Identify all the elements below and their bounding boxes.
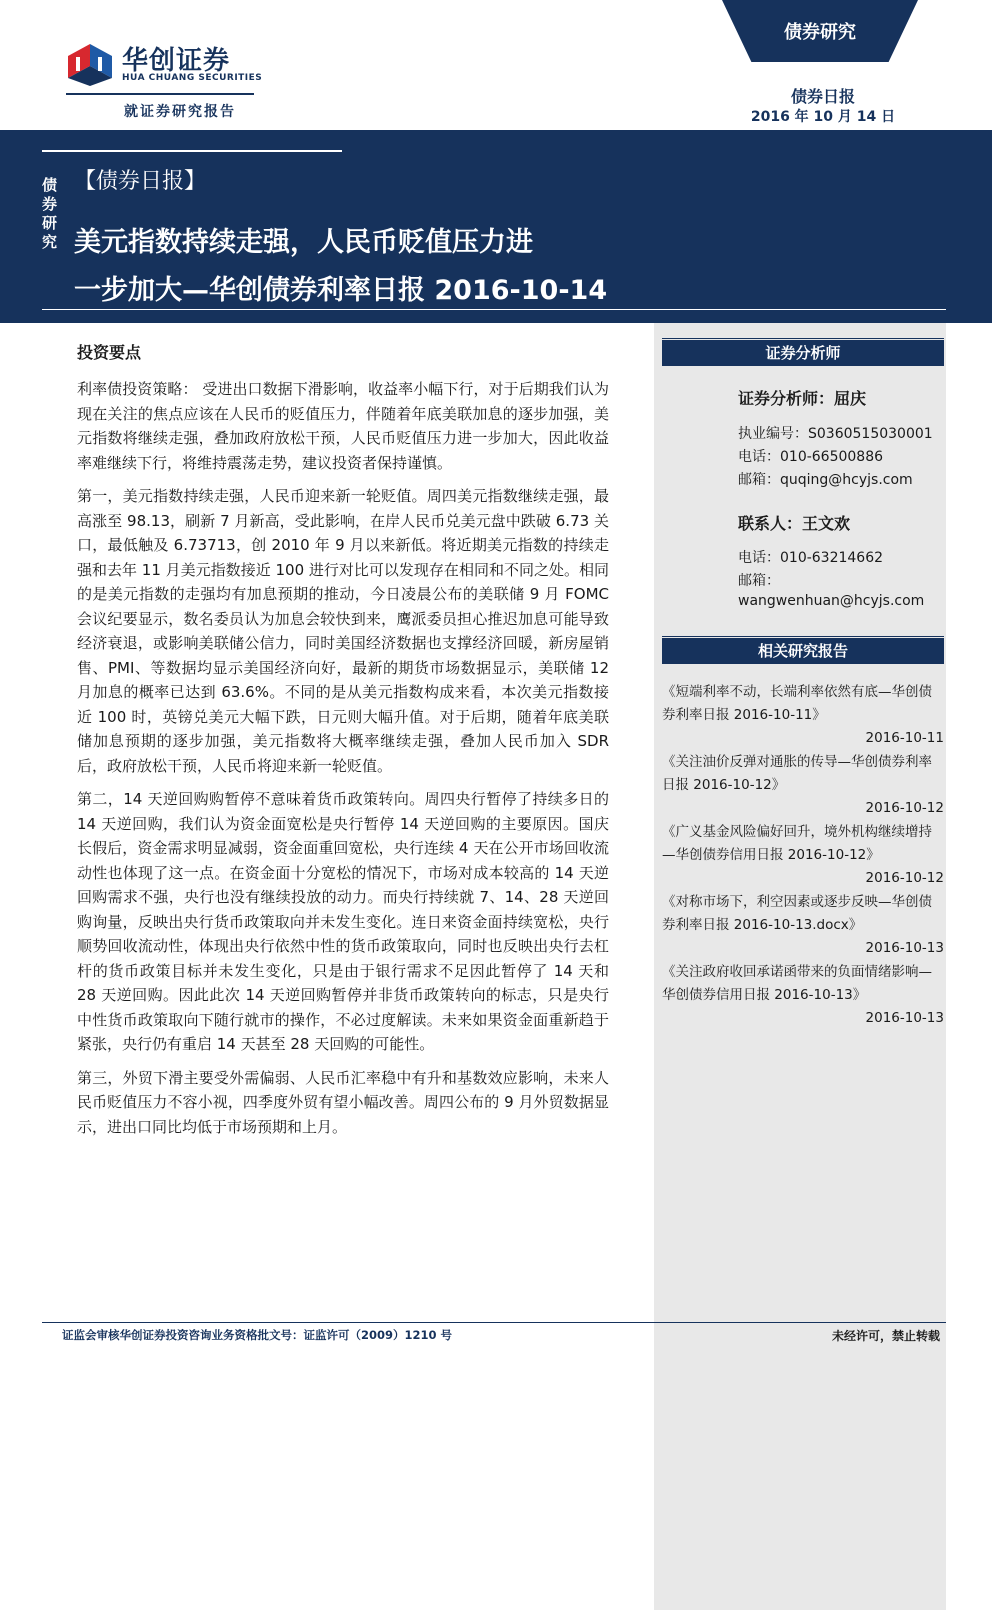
contact-name: 联系人：王文欢 [738,514,851,533]
related-report[interactable] [662,961,944,1030]
report-title-line-1: 美元指数持续走强，人民币贬值压力进 [74,227,533,258]
related-report[interactable] [662,821,944,890]
related-report-title: 《关注油价反弹对通胀的传导—华创债券利率日报 2016-10-12》 [662,754,932,793]
related-report-date: 2016-10-12 [865,870,944,886]
related-report[interactable] [662,681,944,750]
banner-top-rule [42,150,342,152]
related-report-date: 2016-10-12 [865,800,944,816]
related-report-date: 2016-10-13 [865,1010,944,1026]
corner-tab-label: 债券研究 [784,22,856,43]
paragraph-strategy: 利率债投资策略： 受进出口数据下滑影响，收益率小幅下行，对于后期我们认为现在关注的焦点应该在人民币的贬值压力，伴随着年底美联加息的逐步加强，美元指数将继续走强，叠加政府放松干预，人民币贬值压力进一步加大，因此收益率难继续下行，将维持震荡走势，建议投资者保持谨慎。 [77,380,609,472]
related-report-title: 《对称市场下，利空因素或逐步反映—华创债券利率日报 2016-10-13.docx》 [662,894,932,933]
related-report[interactable] [662,891,944,960]
analyst-header: 证券分析师 [662,340,944,366]
paragraph-third-point: 第三，外贸下滑主要受外需偏弱、人民币汇率稳中有升和基数效应影响，未来人民币贬值压力不容小视，四季度外贸有望小幅改善。周四公布的 9 月外贸数据显示，进出口同比均低于市场预期和上月。 [77,1068,609,1136]
paragraph-first-point: 第一，美元指数持续走强，人民币迎来新一轮贬值。周四美元指数继续走强，最高涨至 98.13，刷新 7 月新高，受此影响，在岸人民币兑美元盘中跌破 6.73 关口，最低触及 6.73713，创 2010 年 9 月以来新低。将近期美元指数的持续走强和去年 11 月美元指数接近 100 进行对比可以发现存在相同和不同之处。相同的是美元指数的走强均有加息预期的推动，今日凌晨公布的美联储 9 月 FOMC 会议纪要显示，数名委员认为加息会较快到来，鹰派委员担心推迟加息可能导致经济衰退，或影响美联储公信力，同时美国经济数据也支撑经济回暖，新房屋销售、PMI、等数据均显示美国经济向好，最新的期货市场数据显示，美联储 12 月加息的概率已达到 63.6%。不同的是从美元指数构成来看，本次美元指数接近 100 时，英镑兑美元大幅下跌，日元则大幅升值。对于后期，随着年底美联储加息预期的逐步加强，美元指数将大概率继续走强，叠加人民币加入 SDR 后，政府放松干预，人民币将迎来新一轮贬值。 [77,487,609,775]
analyst-license: 执业编号：S0360515030001 [738,426,933,442]
related-report-date: 2016-10-11 [865,730,944,746]
analyst-name: 证券分析师：屈庆 [738,389,867,408]
tagline: 就证券研究报告 [124,104,236,120]
related-reports-header: 相关研究报告 [662,638,944,664]
related-report-title: 《关注政府收回承诺函带来的负面情绪影响—华创债券信用日报 2016-10-13》 [662,964,932,1003]
analyst-phone: 电话：010-66500886 [738,449,884,465]
analyst-email[interactable]: 邮箱：quqing@hcyjs.com [738,472,913,488]
banner-tag: 【债券日报】 [74,169,207,194]
related-report[interactable] [662,751,944,820]
footer-rule [42,1322,946,1323]
sidebar-rule [662,636,944,637]
report-date: 2016 年 10 月 14 日 [750,109,896,125]
paragraph-second-point: 第二，14 天逆回购购暂停不意味着货币政策转向。周四央行暂停了持续多日的 14 天逆回购，我们认为资金面宽松是央行暂停 14 天逆回购的主要原因。国庆长假后，资金需求明显减弱，资金面重回宽松，央行连续 4 天在公开市场回收流动性也体现了这一点。在资金面十分宽松的情况下，市场对成本较高的 14 天逆回购需求不强，央行也没有继续投放的动力。而央行持续就 7、14、28 天逆回购询量，反映出央行货币政策取向并未发生变化。连日来资金面持续宽松，央行顺势回收流动性，体现出央行依然中性的货币政策取向，同时也反映出央行去杠杆的货币政策目标并未发生变化，只是由于银行需求不足因此暂停了 14 天和 28 天逆回购。因此此次 14 天逆回购暂停并非货币政策转向的标志，只是央行中性货币政策取向下随行就市的操作，不必过度解读。未来如果资金面重新趋于紧张，央行仍有重启 14 天甚至 28 天回购的可能性。 [77,790,609,1053]
related-report-date: 2016-10-13 [865,940,944,956]
sidebar-rule [662,338,944,339]
logo-divider [66,93,254,95]
main-content [77,340,609,1148]
footer-notice: 未经许可，禁止转载 [831,1329,940,1343]
banner-side-label: 债券研究 [42,176,58,251]
logo-chinese-name: 华创证券 [122,46,231,76]
banner-bottom-rule [42,309,946,310]
related-report-title: 《广义基金风险偏好回升，境外机构继续增持—华创债券信用日报 2016-10-12》 [662,824,932,863]
related-report-title: 《短端利率不动，长端利率依然有底—华创债券利率日报 2016-10-11》 [662,684,932,723]
related-reports-list [662,681,944,1031]
report-type: 债券日报 [790,87,855,106]
report-title-line-2: 一步加大—华创债券利率日报 2016-10-14 [74,275,608,306]
report-title [74,219,634,315]
logo-english-name: HUA CHUANG SECURITIES [122,73,263,83]
section-title: 投资要点 [77,343,142,362]
footer-license: 证监会审核华创证券投资咨询业务资格批文号：证监许可（2009）1210 号 [62,1328,453,1342]
company-logo-icon [66,42,114,88]
contact-phone: 电话：010-63214662 [738,550,884,566]
contact-email-label: 邮箱： [738,573,780,589]
contact-email[interactable]: wangwenhuan@hcyjs.com [738,593,925,609]
